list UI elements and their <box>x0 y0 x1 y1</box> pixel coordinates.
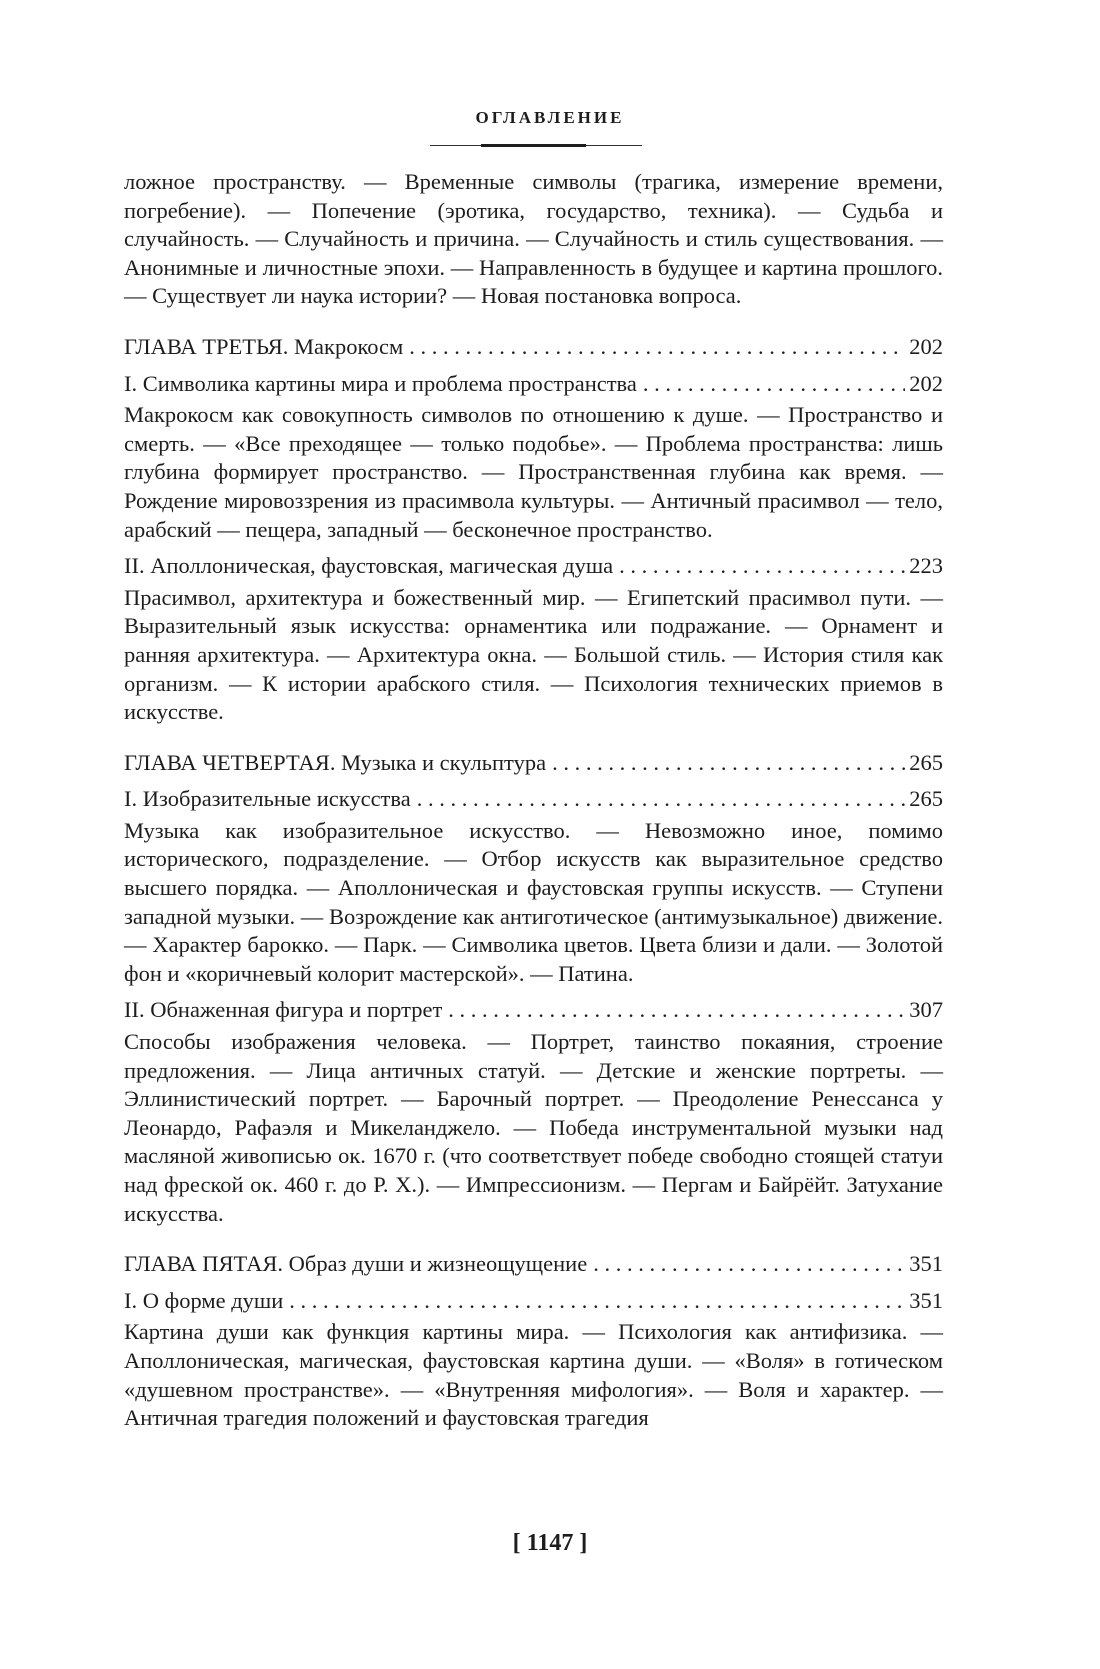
leader-dots <box>409 333 905 362</box>
leader-dots <box>619 552 905 581</box>
section-description: Макрокосм как совокупность символов по отношению к душе. — Пространство и смерть. — «Все преходящее — только подобье». — Проблема пространства: лишь глубина формирует пространство. — Пространственная глубина как время. — Рождение мировоззрения из прасимвола культуры. — Античный прасимвол — тело, арабский — пещера, западный — бесконечное пространство. <box>124 402 943 542</box>
toc-section-4-1[interactable] <box>124 785 943 814</box>
leader-dots <box>289 1287 905 1316</box>
chapter-title: ГЛАВА ПЯТАЯ. Образ души и жизнеощущение <box>124 1251 588 1277</box>
page-number: 265 <box>909 749 943 775</box>
toc-chapter-4[interactable] <box>124 749 943 778</box>
intro-description: ложное пространству. — Временные символы (трагика, измерение времени, погребение). — Попечение (эротика, государство, техника). — Судьба и случайность. — Случайность и причина. — Случайность и стиль существования. — Анонимные и личностные эпохи. — Направленность в будущее и картина прошлого. — Существует ли наука истории? — Новая постановка вопроса. <box>124 169 943 309</box>
toc-chapter-5[interactable] <box>124 1250 943 1279</box>
chapter-title: ГЛАВА ЧЕТВЕРТАЯ. Музыка и скульптура <box>124 749 547 775</box>
section-description: Картина души как функция картины мира. — Психология как антифизика. — Аполлоническая, магическая, фаустовская картина души. — «Воля» в готическом «душевном пространстве». — «Внутренняя мифология». — Воля и характер. — Античная трагедия положений и фаустовская трагедия <box>124 1319 943 1431</box>
page-number: 351 <box>909 1287 943 1313</box>
chapter-title: ГЛАВА ТРЕТЬЯ. Макрокосм <box>124 333 404 359</box>
leader-dots <box>643 370 905 399</box>
header-rule-accent <box>481 144 586 147</box>
section-description: Музыка как изобразительное искусство. — Невозможно иное, помимо исторического, подразделение. — Отбор искусств как выразительное средство высшего порядка. — Аполлоническая и фаустовская группы искусств. — Ступени западной музыки. — Возрождение как антиготическое (антимузыкальное) движение. — Характер барокко. — Парк. — Символика цветов. Цвета близи и дали. — Золотой фон и «коричневый колорит мастерской». — Патина. <box>124 817 943 986</box>
folio-bracket-left: [ <box>512 1530 521 1556</box>
toc-content <box>124 168 943 1433</box>
toc-section-5-1[interactable] <box>124 1287 943 1316</box>
section-title: II. Аполлоническая, фаустовская, магическая душа <box>124 553 614 579</box>
leader-dots <box>417 785 905 814</box>
page-number: 307 <box>909 997 943 1023</box>
toc-chapter-3[interactable] <box>124 333 943 362</box>
section-title: I. Изобразительные искусства <box>124 786 411 812</box>
page-number: 202 <box>909 370 943 396</box>
leader-dots <box>593 1250 905 1279</box>
toc-section-3-1[interactable] <box>124 370 943 399</box>
page-number: 202 <box>909 333 943 359</box>
toc-section-3-2[interactable] <box>124 552 943 581</box>
leader-dots <box>448 996 905 1025</box>
page-number: 265 <box>909 786 943 812</box>
running-head: ОГЛАВЛЕНИЕ <box>475 108 625 127</box>
folio-number: 1147 <box>526 1530 574 1556</box>
page-folio <box>0 1530 1100 1557</box>
folio-bracket-right: ] <box>579 1530 588 1556</box>
section-title: I. О форме души <box>124 1287 284 1313</box>
toc-section-4-2[interactable] <box>124 996 943 1025</box>
section-description: Прасимвол, архитектура и божественный мир. — Египетский прасимвол пути. — Выразительный язык искусства: орнаментика или подражание. — Орнамент и ранняя архитектура. — Архитектура окна. — Большой стиль. — История стиля как организм. — К истории арабского стиля. — Психология технических приемов в искусстве. <box>124 584 943 725</box>
page-number: 223 <box>909 553 943 579</box>
section-title: I. Символика картины мира и проблема пространства <box>124 370 637 396</box>
section-title: II. Обнаженная фигура и портрет <box>124 997 443 1023</box>
section-description: Способы изображения человека. — Портрет, таинство покаяния, строение предложения. — Лица античных статуй. — Детские и женские портреты. — Эллинистический портрет. — Барочный портрет. — Преодоление Ренессанса у Леонардо, Рафаэля и Микеланджело. — Победа инструментальной музыки над масляной живописью ок. 1670 г. (что соответствует победе свободно стоящей статуи над фреской ок. 460 г. до Р. Х.). — Импрессионизм. — Пергам и Байрёйт. Затухание искусства. <box>124 1029 943 1226</box>
page-number: 351 <box>909 1251 943 1277</box>
leader-dots <box>552 749 905 778</box>
